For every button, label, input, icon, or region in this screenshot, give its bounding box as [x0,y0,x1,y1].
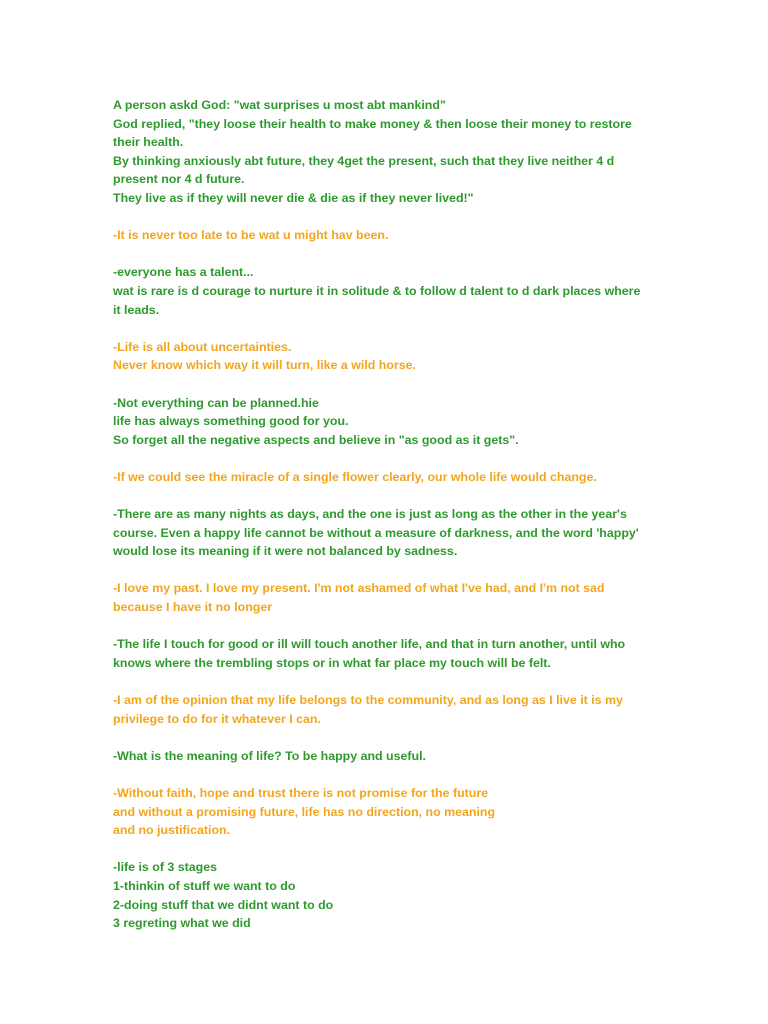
text-line: They live as if they will never die & die as if they never lived!" [113,190,474,205]
paragraph-love-my-past [113,579,673,616]
text-line: present nor 4 d future. [113,172,245,187]
paragraph-nights-days [113,505,673,561]
paragraph-life-i-touch [113,635,673,672]
text-line: Never know which way it will turn, like a wild horse. [113,358,416,373]
paragraph-community [113,691,673,728]
paragraph-talent [113,263,673,319]
paragraph-flower [113,468,673,487]
text-line: -I am of the opinion that my life belongs to the community, and as long as I live it is my [113,693,623,707]
text-line: God replied, "they loose their health to make money & then loose their money to restore [113,116,632,131]
text-line: -Not everything can be planned.hie [113,395,319,410]
text-line: So forget all the negative aspects and believe in "as good as it gets". [113,432,519,447]
paragraph-planned [113,394,673,450]
paragraph-faith-hope-trust [113,784,673,840]
text-line: -If we could see the miracle of a single flower clearly, our whole life would change. [113,469,597,484]
text-line: -There are as many nights as days, and the one is just as long as the other in the year's [113,507,627,522]
text-line: 2-doing stuff that we didnt want to do [113,897,334,912]
text-line: would lose its meaning if it were not balanced by sadness. [113,544,458,559]
text-line: -I love my past. I love my present. I'm not ashamed of what I've had, and I'm not sad [113,581,605,596]
text-line: wat is rare is d courage to nurture it in solitude & to follow d talent to d dark places where [113,283,641,298]
text-line: and no justification. [113,823,231,838]
text-line: -everyone has a talent... [113,265,254,280]
text-line: privilege to do for it whatever I can. [113,711,321,726]
paragraph-meaning-of-life [113,747,673,766]
text-line: 1-thinkin of stuff we want to do [113,878,296,893]
paragraph-never-too-late [113,226,673,245]
text-line: course. Even a happy life cannot be without a measure of darkness, and the word 'happy' [113,525,639,540]
text-line: life has always something good for you. [113,414,349,429]
text-line: -Without faith, hope and trust there is not promise for the future [113,785,489,800]
text-line: -The life I touch for good or ill will touch another life, and that in turn another, until who [113,637,626,652]
text-line: -What is the meaning of life? To be happy and useful. [113,748,426,763]
text-line: because I have it no longer [113,600,273,615]
paragraph-god-mankind [113,96,673,208]
text-line: their health. [113,135,184,150]
text-line: -life is of 3 stages [113,860,217,875]
text-line: it leads. [113,302,160,317]
text-line: A person askd God: "wat surprises u most abt mankind" [113,98,446,112]
document-page [113,96,673,951]
text-line: 3 regreting what we did [113,916,251,931]
text-line: and without a promising future, life has no direction, no meaning [113,804,496,819]
text-line: By thinking anxiously abt future, they 4get the present, such that they live neither 4 d [113,153,615,168]
paragraph-uncertainties [113,338,673,375]
text-line: -It is never too late to be wat u might hav been. [113,228,389,243]
text-line: knows where the trembling stops or in what far place my touch will be felt. [113,655,551,670]
paragraph-three-stages [113,858,673,932]
text-line: -Life is all about uncertainties. [113,339,292,354]
